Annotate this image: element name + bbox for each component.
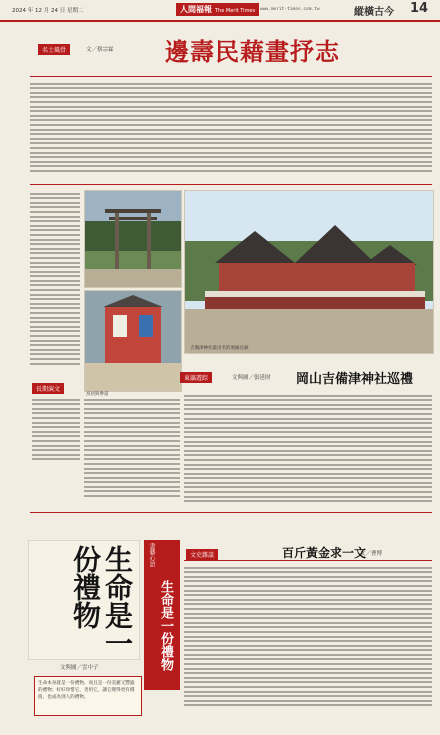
article2-title: 岡山吉備津神社巡禮 — [296, 372, 414, 387]
article5-title: 百斤黃金求一文 — [282, 546, 367, 560]
article2-left-column — [30, 190, 80, 380]
article4-caption: 生命本身就是一份禮物，而且是一份美麗又豐盛的禮物；好好珍惜它，善用它，讓它變得更有價值、也成為別人的禮物。 — [38, 681, 135, 700]
photo-torii — [84, 190, 182, 288]
issue-date: 2024 年 12 月 24 日 星期二 — [12, 8, 84, 14]
section-name: 縱橫古今 — [354, 7, 394, 18]
article2-byline: 文與圖／張延財 — [232, 375, 271, 381]
torii-illustration — [85, 191, 181, 287]
page-number: 14 — [410, 1, 429, 16]
article5-byline: 文／曹博 — [360, 551, 383, 557]
article1-body — [30, 80, 432, 180]
photo-shrine — [184, 190, 434, 354]
article1-byline: 文／蔡宗霖 — [86, 47, 114, 53]
article4-caption-box — [34, 676, 142, 716]
article1-title: 邊壽民藉畫抒志 — [165, 38, 340, 66]
article1-tag: 名士風骨 — [38, 44, 70, 55]
article5-tag: 文史雜談 — [186, 549, 218, 560]
article2-tag: 東瀛遊踪 — [180, 372, 212, 383]
masthead-logo-en: The Merit Times — [215, 8, 256, 14]
calligraphy-art: 生命是一份禮物 — [69, 545, 134, 657]
photo-small-shrine — [84, 290, 182, 392]
shrine-illustration — [185, 191, 433, 353]
article5-body — [184, 564, 432, 714]
photo-shrine-caption: 吉備津神社最出名的迴廊長廊 — [190, 346, 249, 351]
article1-top-rule — [30, 76, 432, 77]
article3-body — [32, 396, 80, 466]
small-shrine-illustration — [85, 291, 181, 391]
calligraphy-panel — [28, 540, 140, 660]
page-header — [0, 0, 440, 22]
masthead-logo — [176, 3, 259, 16]
article3-tag: 長期演文 — [32, 383, 64, 394]
divider-lower — [30, 512, 432, 513]
article2-mid-column — [84, 396, 180, 508]
article2-body — [184, 392, 432, 510]
website-url: www.merit-times.com.tw — [260, 7, 320, 12]
article4-title-band — [144, 540, 180, 690]
photo-torii-caption: 鳥居與參道 — [86, 392, 109, 397]
article4-byline: 文與圖／雲中子 — [60, 665, 99, 671]
article4-title: 生命是一份禮物 — [158, 580, 173, 671]
article4-tag: 書藝心語 — [148, 543, 155, 567]
article1-bottom-rule — [30, 184, 432, 185]
masthead-logo-cn: 人間福報 — [180, 5, 212, 14]
article5-rule — [184, 560, 432, 561]
